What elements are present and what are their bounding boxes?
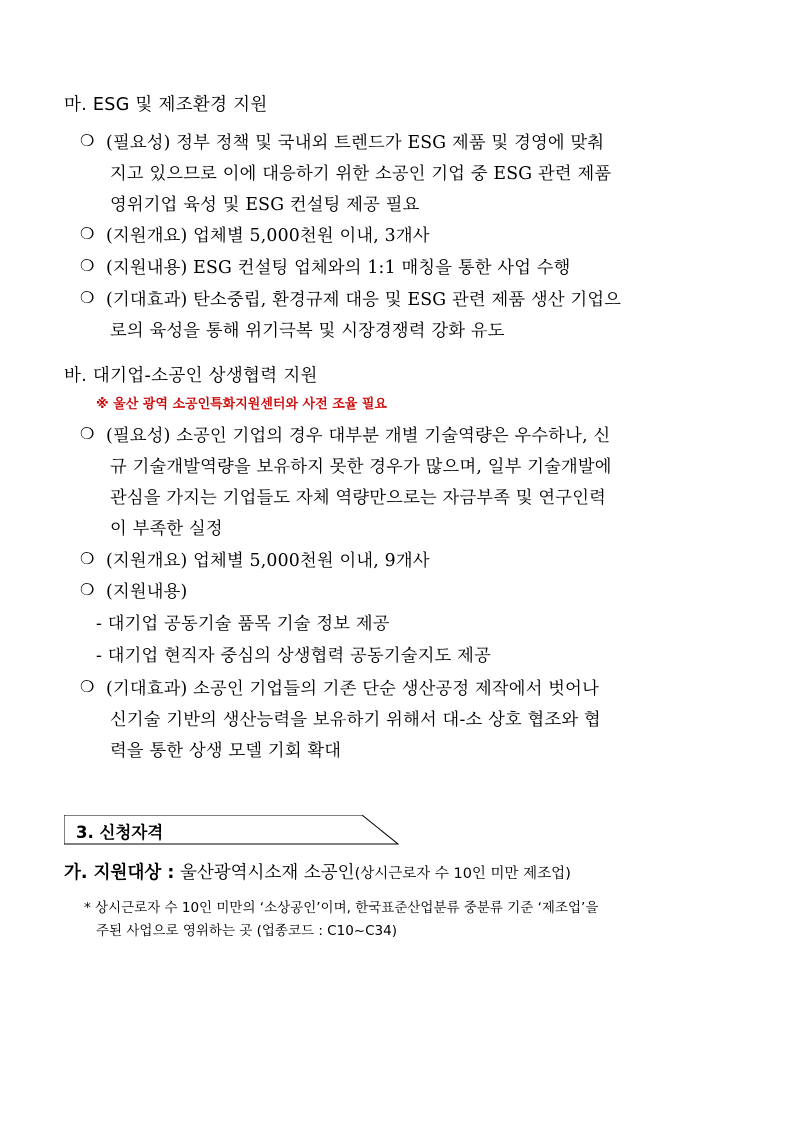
eligibility-label: 가. 지원대상 : [64,863,175,883]
ba-need-line-2: 규 기술개발역량을 보유하지 못한 경우가 많으며, 일부 기술개발에 [110,457,612,477]
eligibility-line [64,859,571,884]
ba-content-sub-item: - 대기업 현직자 중심의 상생협력 공동기술지도 제공 [96,646,491,666]
ma-effect-line-1: (기대효과) 탄소중립, 환경규제 대응 및 ESG 관련 제품 생산 기업으 [106,290,622,310]
ba-effect-line-2: 신기술 기반의 생산능력을 보유하기 위해서 대-소 상호 협조와 협 [110,710,601,730]
eligibility-condition: (상시근로자 수 10인 미만 제조업) [354,866,571,882]
ba-content-sub-item: - 대기업 공동기술 품목 기술 정보 제공 [96,614,390,634]
bullet-circle-icon: ❍ [80,677,95,696]
bullet-circle-icon: ❍ [80,131,95,150]
ba-overview: (지원개요) 업체별 5,000천원 이내, 9개사 [106,551,430,571]
ma-effect-line-2: 로의 육성을 통해 위기극복 및 시장경쟁력 강화 유도 [110,321,505,341]
bullet-circle-icon: ❍ [80,424,95,443]
section-ma-heading: 마. ESG 및 제조환경 지원 [64,95,268,115]
ba-coordination-note: ※ 울산 광역 소공인특화지원센터와 사전 조율 필요 [96,397,387,412]
ma-content: (지원내용) ESG 컨설팅 업체와의 1:1 매칭을 통한 사업 수행 [106,258,571,278]
section-ba-heading: 바. 대기업-소공인 상생협력 지원 [64,366,318,386]
ma-need-line-3: 영위기업 육성 및 ESG 컨설팅 제공 필요 [110,195,420,215]
section-3-title: 3. 신청자격 [76,823,164,842]
eligibility-target: 울산광역시소재 소공인 [179,863,355,883]
ma-overview: (지원개요) 업체별 5,000천원 이내, 3개사 [106,226,430,246]
bullet-circle-icon: ❍ [80,224,95,243]
ba-need-line-3: 관심을 가지는 기업들도 자체 역량만으로는 자금부족 및 연구인력 [110,488,606,508]
ba-effect-line-3: 력을 통한 상생 모델 기회 확대 [110,741,342,761]
bullet-circle-icon: ❍ [80,549,95,568]
ba-effect-line-1: (기대효과) 소공인 기업들의 기존 단순 생산공정 제작에서 벗어나 [106,679,599,699]
eligibility-footnote-line-2: 주된 사업으로 영위하는 곳 (업종코드 : C10~C34) [96,923,397,939]
ba-content-label: (지원내용) [106,582,188,602]
eligibility-footnote-line-1: * 상시근로자 수 10인 미만의 ‘소상공인’이며, 한국표준산업분류 중분류 기준 ‘제조업’을 [84,900,599,916]
bullet-circle-icon: ❍ [80,580,95,599]
ma-need-line-2: 지고 있으므로 이에 대응하기 위한 소공인 기업 중 ESG 관련 제품 [110,164,612,184]
ma-need-line-1: (필요성) 정부 정책 및 국내외 트렌드가 ESG 제품 및 경영에 맞춰 [106,133,605,153]
section-3-header [64,815,399,845]
ba-need-line-1: (필요성) 소공인 기업의 경우 대부분 개별 기술역량은 우수하나, 신 [106,426,611,446]
bullet-circle-icon: ❍ [80,288,95,307]
ba-need-line-4: 이 부족한 실정 [110,519,223,539]
bullet-circle-icon: ❍ [80,256,95,275]
